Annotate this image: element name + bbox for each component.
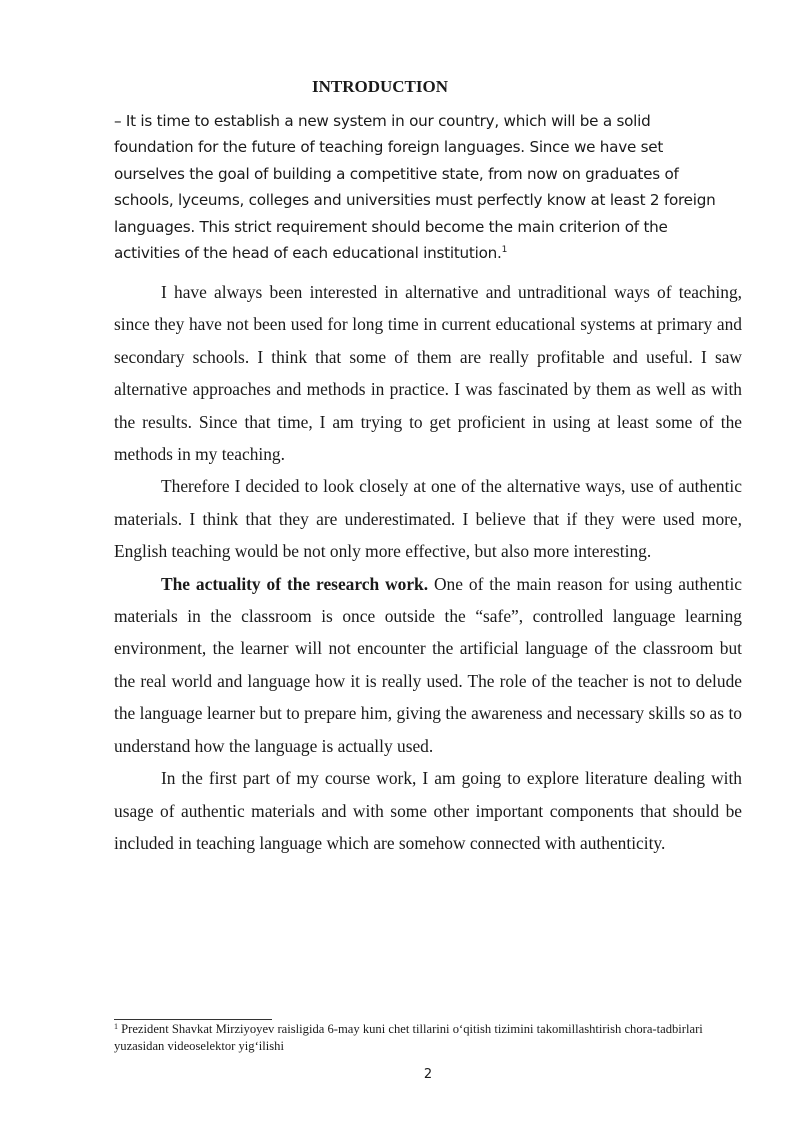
quote-text: – It is time to establish a new system in our country, which will be a solid foundation for the future of teaching foreign languages. Since we have set ourselves the goal of building a competitive state, from now on graduates of schools, lyceums, colleges and universities must perfectly know at least 2 foreign languages. This strict requirement should become the main criterion of the activities of the head of each educational institution. — [114, 112, 716, 263]
footnote-text: Prezident Shavkat Mirziyoyev raisligida 6-may kuni chet tillarini oʻqitish tizimini takomillashtirish chora-tadbirlari yuzasidan videoselektor yigʻilishi — [114, 1022, 703, 1053]
page-number: 2 — [423, 1067, 433, 1082]
footnote-separator — [114, 1019, 272, 1020]
footnote-reference[interactable]: 1 — [501, 245, 508, 256]
section-heading: INTRODUCTION — [311, 77, 449, 96]
paragraph: In the first part of my course work, I am going to explore literature dealing with usage of authentic materials and with some other important components that should be included in teaching language which are somehow connected with authenticity. — [114, 768, 742, 853]
paragraph: Therefore I decided to look closely at one of the alternative ways, use of authentic materials. I think that they are underestimated. I believe that if they were used more, English teaching would be not only more effective, but also more interesting. — [114, 476, 742, 562]
body-text — [114, 276, 742, 859]
footnote — [114, 1021, 742, 1055]
paragraph-lead: The actuality of the research work. — [161, 573, 429, 594]
paragraph: I have always been interested in alternative and untraditional ways of teaching, since they have not been used for long time in current educational systems at primary and secondary schools. I think that some of them are really profitable and useful. I saw alternative approaches and methods in practice. I was fascinated by them as well as with the results. Since that time, I am trying to get proficient in using at least some of the methods in my teaching. — [114, 282, 742, 465]
footnote-marker: 1 — [114, 1022, 118, 1031]
paragraph — [114, 568, 742, 762]
epigraph-quote — [114, 108, 734, 266]
paragraph-text: One of the main reason for using authentic materials in the classroom is once outside the “safe”, controlled language learning environment, the learner will not encounter the artificial language of the classroom but the real world and language how it is really used. The role of the teacher is not to delude the language learner but to prepare him, giving the awareness and necessary skills so as to understand how the language is actually used. — [114, 573, 742, 756]
